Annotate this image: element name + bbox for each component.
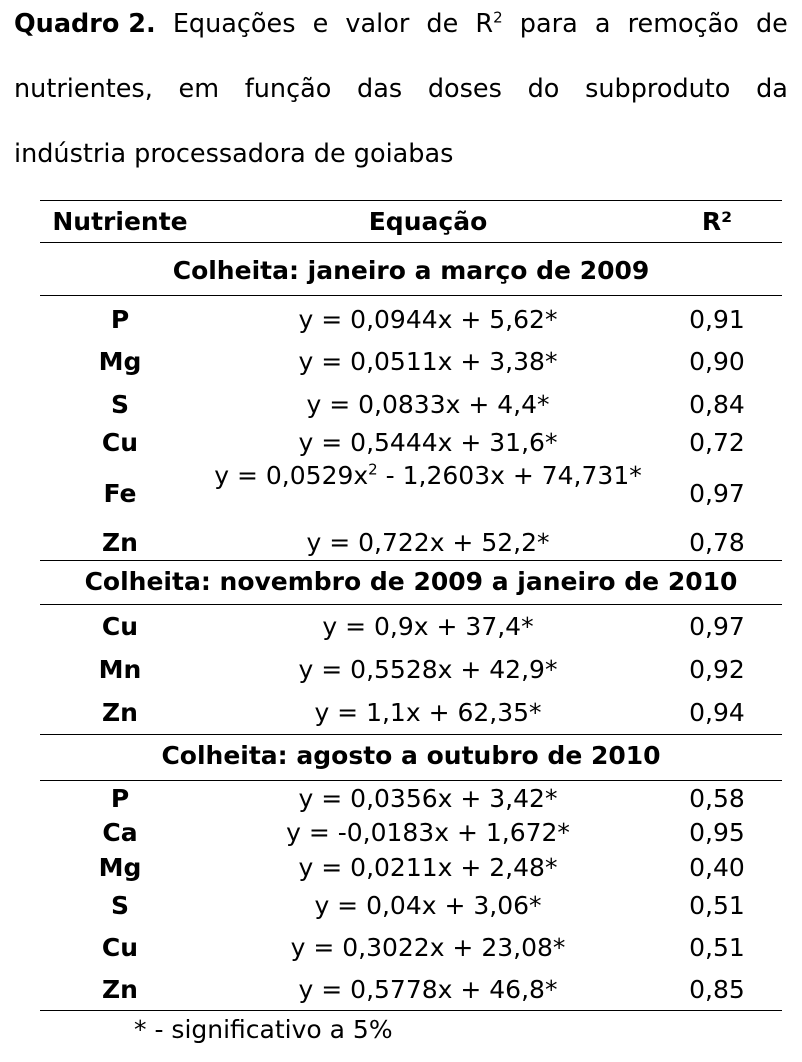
nutrient-cell: Cu bbox=[101, 428, 139, 457]
section-title: Colheita: janeiro a março de 2009 bbox=[172, 256, 650, 285]
nutrient-cell: Zn bbox=[102, 698, 138, 727]
section-rule bbox=[40, 604, 782, 605]
r2-cell: 0,90 bbox=[689, 347, 745, 376]
nutrient-cell: Fe bbox=[103, 479, 137, 508]
nutrient-cell: Mg bbox=[98, 853, 142, 882]
caption-word: em bbox=[178, 74, 220, 104]
nutrient-cell: Mn bbox=[98, 655, 142, 684]
equation-cell: y = 0,5528x + 42,9* bbox=[298, 655, 558, 684]
equation-cell: y = -0,0183x + 1,672* bbox=[286, 818, 570, 847]
r2-cell: 0,84 bbox=[689, 390, 745, 419]
header-rule bbox=[40, 242, 782, 243]
caption-word-r-squared: $R^2$ bbox=[475, 8, 503, 39]
nutrient-cell: Cu bbox=[101, 612, 139, 641]
equation-cell: y = 0,0356x + 3,42* bbox=[298, 784, 558, 813]
nutrient-cell: P bbox=[110, 784, 130, 813]
header-nutrient: Nutriente bbox=[52, 207, 188, 236]
section-rule bbox=[40, 734, 782, 735]
equation-cell: y = 0,9x + 37,4* bbox=[322, 612, 534, 641]
r2-cell: 0,94 bbox=[689, 698, 745, 727]
nutrient-cell: S bbox=[110, 390, 129, 419]
header-equation: Equação bbox=[368, 207, 488, 236]
caption-line-1 bbox=[14, 9, 788, 39]
equation-cell: y = 0,5444x + 31,6* bbox=[298, 428, 558, 457]
caption-word: doses bbox=[427, 74, 502, 104]
equation-cell: y = 0,0211x + 2,48* bbox=[298, 853, 558, 882]
r2-cell: 0,95 bbox=[689, 818, 745, 847]
equation-cell: y = 0,3022x + 23,08* bbox=[290, 933, 566, 962]
equation-cell: $y = 0,0529x^2 - 1,2603x + 74,731*$ bbox=[214, 460, 642, 490]
header-r2: R² bbox=[701, 207, 733, 236]
caption-word: remoção bbox=[627, 9, 739, 39]
caption-word: de bbox=[756, 9, 788, 39]
caption-word: do bbox=[527, 74, 560, 104]
caption-line-2 bbox=[14, 74, 788, 104]
equation-cell: y = 0,04x + 3,06* bbox=[314, 891, 542, 920]
caption-word: Equações bbox=[172, 9, 296, 39]
r2-cell: 0,78 bbox=[689, 528, 745, 557]
section-rule bbox=[40, 560, 782, 561]
r2-cell: 0,72 bbox=[689, 428, 745, 457]
table-bottom-rule bbox=[40, 1010, 782, 1011]
section-title: Colheita: novembro de 2009 a janeiro de 2010 bbox=[84, 567, 738, 596]
section-rule bbox=[40, 295, 782, 296]
r2-cell: 0,92 bbox=[689, 655, 745, 684]
table-footnote: * - significativo a 5% bbox=[134, 1015, 393, 1044]
equation-cell: y = 1,1x + 62,35* bbox=[314, 698, 542, 727]
caption-line-3: indústria processadora de goiabas bbox=[14, 139, 454, 169]
section-title: Colheita: agosto a outubro de 2010 bbox=[161, 741, 661, 770]
section-rule bbox=[40, 780, 782, 781]
caption-label: Quadro 2. bbox=[14, 9, 156, 39]
r2-cell: 0,85 bbox=[689, 975, 745, 1004]
nutrient-cell: Ca bbox=[102, 818, 138, 847]
nutrient-cell: Zn bbox=[102, 975, 138, 1004]
caption-word: e bbox=[312, 9, 329, 39]
r2-cell: 0,91 bbox=[689, 305, 745, 334]
r2-cell: 0,51 bbox=[689, 933, 745, 962]
caption-word: valor bbox=[345, 9, 410, 39]
nutrient-cell: S bbox=[110, 891, 129, 920]
caption-word: da bbox=[756, 74, 788, 104]
r2-cell: 0,97 bbox=[689, 479, 745, 508]
equation-cell: y = 0,0511x + 3,38* bbox=[298, 347, 558, 376]
caption-word: a bbox=[594, 9, 611, 39]
equation-cell: y = 0,0944x + 5,62* bbox=[298, 305, 558, 334]
caption-word: função bbox=[244, 74, 332, 104]
equation-cell: y = 0,722x + 52,2* bbox=[306, 528, 550, 557]
nutrient-cell: Mg bbox=[98, 347, 142, 376]
caption-word: nutrientes, bbox=[14, 74, 153, 104]
nutrient-cell: P bbox=[110, 305, 130, 334]
equation-cell: y = 0,5778x + 46,8* bbox=[298, 975, 558, 1004]
r2-cell: 0,97 bbox=[689, 612, 745, 641]
caption-word: subproduto bbox=[585, 74, 731, 104]
caption-word: de bbox=[426, 9, 459, 39]
r2-cell: 0,51 bbox=[689, 891, 745, 920]
r2-cell: 0,58 bbox=[689, 784, 745, 813]
nutrient-cell: Zn bbox=[102, 528, 138, 557]
r2-cell: 0,40 bbox=[689, 853, 745, 882]
table-top-rule bbox=[40, 200, 782, 201]
caption-word: para bbox=[519, 9, 578, 39]
nutrient-cell: Cu bbox=[101, 933, 139, 962]
caption-word: das bbox=[357, 74, 403, 104]
equation-cell: y = 0,0833x + 4,4* bbox=[306, 390, 550, 419]
